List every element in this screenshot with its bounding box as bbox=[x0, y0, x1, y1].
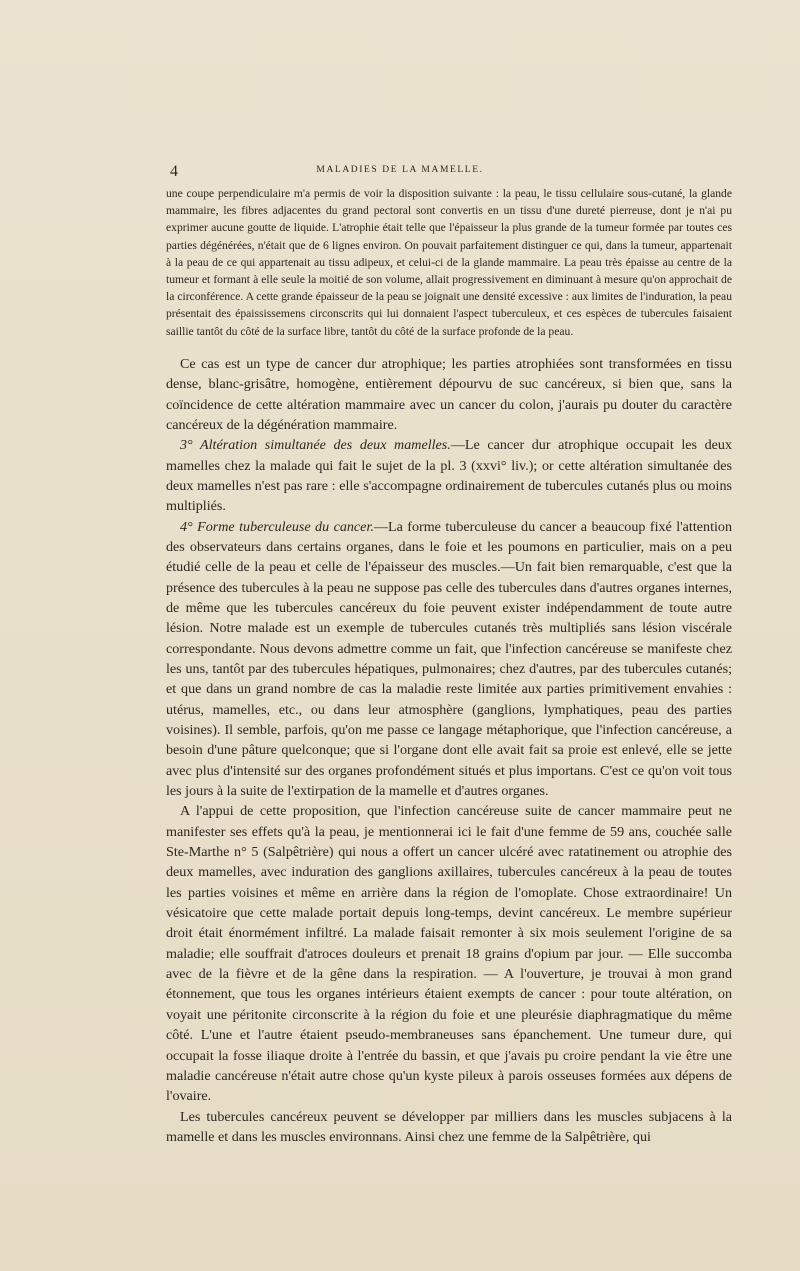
paragraph-case-report: A l'appui de cette proposition, que l'infection cancéreuse suite de cancer mammaire peut ne manifester ses effets qu'à la peau, je mentionnerai ici le fait d'une femme de 59 ans, couchée salle Ste-Marthe n° 5 (Salpêtrière) qui nous a offert un cancer ulcéré avec ratatinement ou atrophie des deux mamelles, avec induration des ganglions axillaires, tubercules cancéreux à la peau de toutes les parties voisines et même en arrière dans la région de l'omoplate. Chose extraordinaire! Un vésicatoire que cette malade portait depuis long-temps, devint cancéreux. Le membre supérieur droit était énormément infiltré. La malade faisait remonter à six mois seulement l'origine de sa maladie; elle souffrait d'atroces douleurs et prenait 18 grains d'opium par jour. — Elle succomba avec de la fièvre et de la gêne dans la respiration. — A l'ouverture, je trouvai à mon grand étonnement, que tous les organes intérieurs étaient exempts de cancer : pour toute altération, on voyait une péritonite circonscrite à la région du foie et une pleurésie diaphragmatique du même côté. L'une et l'autre étaient pseudo-membraneuses sans épanchement. Une tumeur dure, qui occupait la fosse iliaque droite à l'entrée du bassin, et que j'avais pu croire pendant la vie être une maladie cancéreuse n'était autre chose qu'un kyste pileux à parois osseuses formées aux dépens de l'ovaire. bbox=[166, 803, 732, 1105]
section-text-bilateral: —Le cancer dur atrophique occupait les deux mamelles chez la malade qui fait le sujet de la pl. 3 (xxvi° liv.); or cette altération simultanée des deux mamelles n'est pas rare : elle s'accompagne ordinairement de tubercules cutanés plus ou moins multipliés. bbox=[166, 437, 732, 515]
paragraph-atrophic-cancer: Ce cas est un type de cancer dur atrophique; les parties atrophiées sont transformées en tissu dense, blanc-grisâtre, homogène, entièrement dépourvu de suc cancéreux, si bien que, sans la coïncidence de cette altération mammaire avec un cancer du colon, j'aurais pu douter du caractère cancéreux de la dégénération mammaire. bbox=[166, 355, 732, 433]
small-print-observation: une coupe perpendiculaire m'a permis de voir la disposition suivante : la peau, le tissu cellulaire sous-cutané, la glande mammaire, les fibres adjacentes du grand pectoral sont convertis en un tissu d'une dureté pierreuse, dont je n'ai pu exprimer aucune goutte de liquide. L'atrophie était telle que l'épaisseur la plus grande de la tumeur formée par toutes ces parties dégénérées, n'était que de 6 lignes environ. On pouvait parfaitement distinguer ce qui, dans la tumeur, appartenait à la peau de ce qui appartenait au tissu adipeux, et celui-ci de la glande mammaire. La peau très épaisse au centre de la tumeur et formant à elle seule la moitié de son volume, allait progressivement en diminuant à mesure qu'on approchait de la circonférence. A cette grande épaisseur de la peau se joignait une densité excessive : aux limites de l'induration, la peau présentait des épaississemens circonscrits qui lui donnaient l'aspect tuberculeux, et ces espèces de tubercules faisaient saillie tantôt du côté de la surface libre, tantôt du côté de la surface profonde de la peau. bbox=[166, 187, 732, 338]
paragraph-muscle-tubercles: Les tubercules cancéreux peuvent se développer par milliers dans les muscles subjacens à la mamelle et dans les muscles environnans. Ainsi chez une femme de la Salpêtrière, qui bbox=[166, 1108, 732, 1145]
section-heading-bilateral: 3° Altération simultanée des deux mamelles. bbox=[180, 437, 451, 454]
section-heading-tuberculous: 4° Forme tuberculeuse du cancer. bbox=[180, 518, 374, 535]
page-number: 4 bbox=[170, 163, 178, 180]
page-body bbox=[166, 185, 732, 1147]
paragraph-tuberculous-form bbox=[166, 517, 732, 802]
running-title: MALADIES DE LA MAMELLE. bbox=[316, 165, 484, 175]
section-text-tuberculous: —La forme tuberculeuse du cancer a beaucoup fixé l'attention des observateurs dans certains organes, dans le foie et les poumons en particulier, mais on a peu étudié celle de la peau et celle de l'épaisseur des muscles.—Un fait bien remarquable, c'est que la présence des tubercules à la peau ne suppose pas celle des tubercules dans d'autres organes internes, de même que les tubercules cancéreux du foie peuvent exister indépendamment de toute autre lésion. Notre malade est un exemple de tubercules cutanés très multipliés sans lésion viscérale correspondante. Nous devons admettre comme un fait, que l'infection cancéreuse se manifeste chez les uns, tantôt par des tubercules hépatiques, pulmonaires; chez d'autres, par des tubercules cutanés; et que dans un grand nombre de cas la maladie reste limitée aux parties primitivement envahies : utérus, mamelles, etc., ou dans leur atmosphère (ganglions, lymphatiques, peau des parties voisines). Il semble, parfois, qu'on me passe ce langage métaphorique, que l'infection cancéreuse, a besoin d'une pâture quelconque; que si l'organe dont elle avait fait sa proie est enlevé, elle se jette avec plus d'intensité sur des organes profondément situés et plus importans. C'est ce qu'on voit tous les jours à la suite de l'extirpation de la mamelle et d'autres organes. bbox=[166, 518, 732, 800]
paragraph-bilateral-alteration bbox=[166, 435, 732, 516]
